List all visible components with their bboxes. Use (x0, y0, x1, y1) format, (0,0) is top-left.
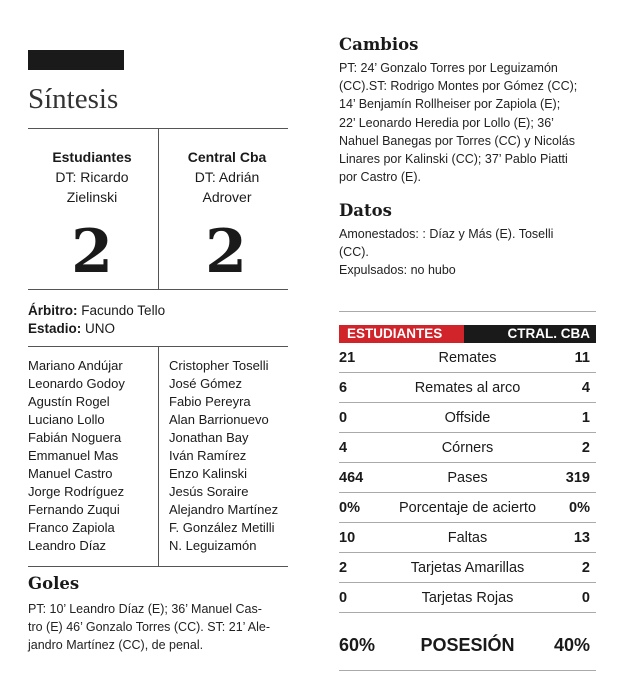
away-score: 2 (205, 217, 247, 287)
list-item: Alan Barrionuevo (169, 412, 269, 427)
list-item: Jesús Soraire (169, 484, 249, 499)
goals-line: jandro Martínez (CC), de penal. (28, 638, 204, 653)
divider (339, 311, 596, 312)
table-row (339, 493, 596, 523)
list-item: Leonardo Godoy (28, 376, 125, 391)
possession-home: 60% (339, 635, 376, 655)
data-line: Amonestados: : Díaz y Más (E). Toselli (339, 227, 554, 241)
table-row (339, 403, 596, 433)
list-item: Cristopher Toselli (169, 358, 269, 373)
home-score: 2 (71, 217, 113, 287)
divider (28, 566, 288, 567)
substitutions-line: por Castro (E). (339, 170, 421, 185)
stat-home-value: 0 (339, 590, 348, 606)
list-item: Agustín Rogel (28, 394, 110, 409)
table-row (339, 553, 596, 583)
substitutions-line: 14’ Benjamín Rollheiser por Zapiola (E); (339, 97, 561, 112)
list-item: N. Leguizamón (169, 538, 257, 553)
substitutions-line: Linares por Kalinski (CC); 37’ Pablo Piatti (339, 152, 568, 167)
home-team (28, 147, 156, 207)
list-item: F. González Metilli (169, 520, 275, 535)
list-item: Fabio Pereyra (169, 394, 251, 409)
stat-away-value: 319 (565, 470, 590, 486)
substitutions-line: 22’ Leonardo Heredia por Lollo (E); 36’ (339, 115, 554, 130)
referee-value: Facundo Tello (81, 303, 166, 318)
home-lineup (28, 357, 125, 555)
stat-away-value: 2 (581, 440, 590, 456)
data-text (339, 225, 609, 280)
list-item: Iván Ramírez (169, 448, 247, 463)
away-coach: DT: Adrián Adrover (194, 169, 260, 205)
stat-label: Faltas (447, 530, 488, 546)
stat-label: Porcentaje de acierto (398, 500, 537, 516)
stat-home-value: 10 (339, 530, 356, 546)
list-item: Leandro Díaz (28, 538, 107, 553)
stat-label: Tarjetas Amarillas (410, 560, 525, 576)
stat-home-value: 6 (339, 380, 348, 396)
goals-text (28, 600, 293, 655)
away-team (162, 147, 292, 207)
stat-away-value: 1 (581, 410, 590, 426)
stadium-value: UNO (85, 321, 116, 336)
stat-away-value: 0 (581, 590, 590, 606)
stat-home-value: 464 (339, 470, 364, 486)
possession-label: POSESIÓN (420, 635, 515, 655)
stadium (28, 320, 115, 338)
list-item: Alejandro Martínez (169, 502, 279, 517)
stat-away-value: 4 (581, 380, 590, 396)
list-item: Jorge Rodríguez (28, 484, 125, 499)
substitutions-line: Nahuel Banegas por Torres (CC) y Nicolás (339, 133, 575, 148)
data-heading: Datos (339, 201, 392, 220)
goals-heading: Goles (28, 574, 80, 593)
table-row (339, 373, 596, 403)
possession-row (339, 628, 596, 662)
stat-away-value: 2 (581, 560, 590, 576)
possession-away: 40% (553, 635, 590, 655)
stat-away-value: 13 (573, 530, 590, 546)
referee (28, 302, 165, 320)
stat-label: Remates (438, 350, 497, 366)
stat-label: Offside (444, 410, 491, 426)
row-divider (339, 612, 596, 613)
data-line: (CC). (339, 245, 369, 260)
stat-away-value: 0% (569, 500, 590, 516)
lineup-divider (158, 347, 159, 566)
score-divider (158, 129, 159, 289)
substitutions-heading: Cambios (339, 35, 419, 54)
table-row (339, 583, 596, 613)
stat-home-value: 2 (339, 560, 348, 576)
list-item: Fernando Zuqui (28, 502, 120, 517)
stat-home-value: 21 (339, 350, 356, 366)
home-coach: DT: Ricardo Zielinski (55, 169, 129, 205)
list-item: Mariano Andújar (28, 358, 123, 373)
away-lineup (169, 357, 278, 555)
list-item: Fabián Noguera (28, 430, 122, 445)
stat-label: Tarjetas Rojas (421, 590, 514, 606)
stat-label: Córners (441, 440, 494, 456)
data-line: Expulsados: no hubo (339, 263, 456, 278)
list-item: Emmanuel Mas (28, 448, 119, 463)
substitutions-text (339, 59, 609, 186)
stat-label: Remates al arco (414, 380, 521, 396)
stat-home-value: 0% (339, 500, 360, 516)
stats-header (339, 325, 596, 343)
divider (28, 289, 288, 290)
table-row (339, 433, 596, 463)
stadium-label: Estadio: (28, 321, 82, 336)
stat-label: Pases (447, 470, 488, 486)
goals-line: tro (E) 46’ Gonzalo Torres (CC). ST: 21’ Ale- (28, 620, 270, 635)
list-item: Franco Zapiola (28, 520, 115, 535)
divider (339, 670, 596, 671)
goals-line: PT: 10’ Leandro Díaz (E); 36’ Manuel Cas- (28, 602, 262, 616)
referee-label: Árbitro: (28, 303, 78, 318)
list-item: Enzo Kalinski (169, 466, 248, 481)
substitutions-line: PT: 24’ Gonzalo Torres por Leguizamón (339, 61, 558, 75)
away-team-name: Central Cba (187, 149, 267, 165)
table-row (339, 463, 596, 493)
stats-away-label: CTRAL. CBA (464, 325, 596, 343)
home-team-name: Estudiantes (52, 149, 132, 165)
list-item: Manuel Castro (28, 466, 113, 481)
page-title: Síntesis (28, 83, 119, 115)
stat-away-value: 11 (574, 350, 590, 366)
substitutions-line: (CC).ST: Rodrigo Montes por Gómez (CC); (339, 79, 578, 94)
stat-home-value: 4 (339, 440, 348, 456)
list-item: Luciano Lollo (28, 412, 105, 427)
list-item: José Gómez (169, 376, 242, 391)
table-row (339, 523, 596, 553)
stat-home-value: 0 (339, 410, 348, 426)
table-row (339, 343, 596, 373)
stats-home-label: ESTUDIANTES (339, 325, 464, 343)
header-black-bar (28, 50, 124, 70)
list-item: Jonathan Bay (169, 430, 249, 445)
